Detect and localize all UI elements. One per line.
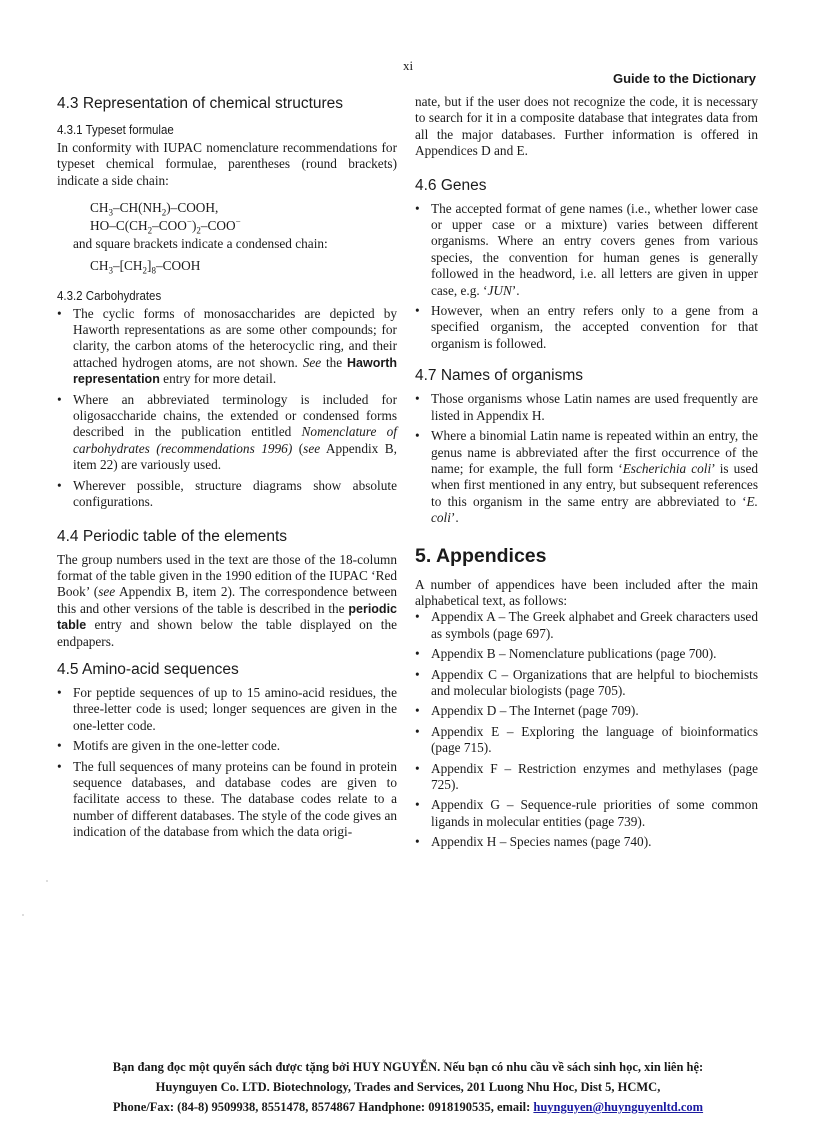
appendix-item: • Appendix E – Exploring the language of bioinformatics (page 715). xyxy=(415,724,758,757)
right-column xyxy=(415,94,758,855)
section-4-3-heading: 4.3 Representation of chemical structures xyxy=(57,95,344,112)
email-link[interactable]: huynguyen@huynguyenltd.com xyxy=(533,1100,704,1114)
list-item: • The full sequences of many proteins can be found in protein sequence databases, and database codes are given to facilitate access to these. The database codes relate to a number of different databases. The style of the code gives an indication of the database from which the data origi- xyxy=(57,759,397,841)
organisms-list xyxy=(415,391,758,526)
appendix-item: • Appendix F – Restriction enzymes and methylases (page 725). xyxy=(415,761,758,794)
appendices-intro: A number of appendices have been included after the main alphabetical text, as follows: xyxy=(415,576,758,608)
list-item: • Motifs are given in the one-letter code. xyxy=(57,738,397,754)
page-number: xi xyxy=(402,58,414,73)
formula-condensed-chain: $CH_3-[CH_2]_8$–COOH xyxy=(90,257,201,276)
formula-line-2: $HO-C(CH_2-COO^-)_2-COO^-$ xyxy=(90,216,241,236)
genes-list xyxy=(415,201,758,353)
typeset-formulae-paragraph: In conformity with IUPAC nomenclature recommendations for typeset chemical formulae, parentheses (round brackets) indicate a side chain: xyxy=(57,140,397,188)
formula-line-1: $CH_3-CH(NH_2)$–COOH, xyxy=(90,200,219,218)
appendix-item: • Appendix H – Species names (page 740). xyxy=(415,834,758,850)
left-column xyxy=(57,94,397,845)
list-item: • However, when an entry refers only to a gene from a specified organism, the accepted convention for that organism is followed. xyxy=(415,303,758,352)
amino-acid-list xyxy=(57,685,397,841)
footer-line-1: Bạn đang đọc một quyển sách được tặng bởi HUY NGUYỄN. Nếu bạn có nhu cầu về sách sinh học, xin liên hệ: xyxy=(112,1060,704,1074)
carbohydrates-list xyxy=(57,306,397,511)
section-4-3-1-heading: 4.3.1 Typeset formulae xyxy=(57,123,174,137)
scan-speck xyxy=(46,880,48,882)
cross-reference-periodic-table[interactable]: periodic table xyxy=(57,601,397,633)
continued-paragraph: nate, but if the user does not recognize the code, it is necessary to search for it in a composite database that integrates data from all the major databases. Further information is offered in Appendices D and E. xyxy=(415,94,758,159)
appendix-item: • Appendix D – The Internet (page 709). xyxy=(415,703,758,719)
cross-reference-haworth[interactable]: Haworth representation xyxy=(73,355,397,387)
appendix-item: • Appendix B – Nomenclature publications (page 700). xyxy=(415,646,758,662)
square-brackets-note: and square brackets indicate a condensed chain: xyxy=(73,236,328,252)
running-header: Guide to the Dictionary xyxy=(612,71,756,86)
section-4-3-2-heading: 4.3.2 Carbohydrates xyxy=(57,288,162,303)
list-item: • Where an abbreviated terminology is included for oligosaccharide chains, the extended or condensed forms described in the publication entitled Nomenclature of carbohydrates (recommendations 1996) (see Appendix B, item 22) are variously used. xyxy=(57,392,397,474)
section-4-7-heading: 4.7 Names of organisms xyxy=(415,367,583,385)
list-item: • Wherever possible, structure diagrams show absolute configurations. xyxy=(57,478,397,511)
appendix-item: • Appendix A – The Greek alphabet and Greek characters used as symbols (page 697). xyxy=(415,609,758,642)
section-4-5-heading: 4.5 Amino-acid sequences xyxy=(57,660,239,678)
section-5-heading: 5. Appendices xyxy=(415,544,547,567)
scan-speck xyxy=(22,914,24,916)
periodic-table-paragraph: The group numbers used in the text are those of the 18-column format of the table given in the 1990 edition of the IUPAC ‘Red Book’ (see Appendix B, item 2). The correspondence between this and other versions of the table is described in the periodic table entry and shown below the table displayed on the endpapers. xyxy=(57,551,397,649)
list-item: • For peptide sequences of up to 15 amino-acid residues, the three-letter code is used; longer sequences are given in the one-letter code. xyxy=(57,685,397,734)
section-4-4-heading: 4.4 Periodic table of the elements xyxy=(57,527,288,545)
section-4-6-heading: 4.6 Genes xyxy=(415,176,487,194)
appendix-item: • Appendix C – Organizations that are helpful to biochemists and molecular biologists (page 705). xyxy=(415,667,758,700)
footer-line-2: Huynguyen Co. LTD. Biotechnology, Trades and Services, 201 Luong Nhu Hoc, Dist 5, HCMC, xyxy=(155,1080,661,1094)
list-item: • The cyclic forms of monosaccharides are depicted by Haworth representations as are some other compounds; for clarity, the carbon atoms of the heterocyclic ring, and their attached hydrogen atoms, are not shown. See the Haworth representation entry for more detail. xyxy=(57,306,397,388)
list-item: • The accepted format of gene names (i.e., whether lower case or upper case or a mixture) varies between different organisms. Where an entry covers genes from various species, the convention for human genes is generally followed in the headword, i.e. all letters are given in upper case, e.g. ‘JUN’. xyxy=(415,201,758,299)
footer-line-3: Phone/Fax: (84-8) 9509938, 8551478, 8574867 Handphone: 0918190535, email: huynguyen@huynguyenltd.com xyxy=(112,1100,704,1114)
footer-notice xyxy=(0,1057,816,1117)
appendix-item: • Appendix G – Sequence-rule priorities of some common ligands in molecular entities (page 739). xyxy=(415,797,758,830)
appendices-list xyxy=(415,609,758,850)
list-item: • Those organisms whose Latin names are used frequently are listed in Appendix H. xyxy=(415,391,758,424)
formula-side-chain xyxy=(90,199,397,235)
list-item: • Where a binomial Latin name is repeated within an entry, the genus name is abbreviated after the first occurrence of the name; for example, the full form ‘Escherichia coli’ is used when first mentioned in any entry, but subsequent references to this organism in the same entry are abbreviated to ‘E. coli’. xyxy=(415,428,758,526)
